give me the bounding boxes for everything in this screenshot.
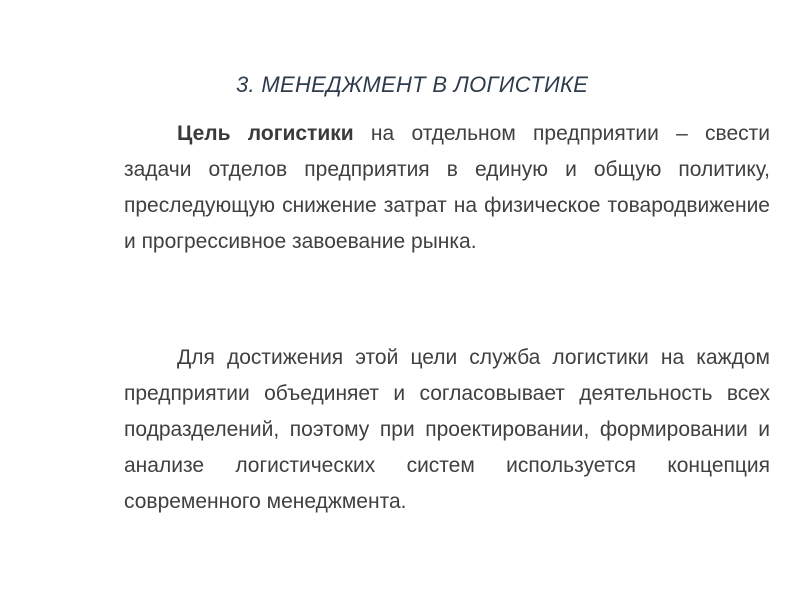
paragraph-management-concept: Для достижения этой цели служба логистики на каждом предприятии объединяет и согласовывает деятельность всех подразделений, поэтому при проектировании, формировании и анализе логистических систем используется концепция современного менеджмента. [124, 346, 770, 513]
paragraph-goal [124, 116, 770, 260]
goal-text: на отдельном предприятии – свести задачи отделов предприятия в единую и общую политику, преследующую снижение затрат на физическое товародвижение и прогрессивное завоевание рынка. [124, 122, 770, 253]
slide-title: 3. МЕНЕДЖМЕНТ В ЛОГИСТИКЕ [236, 72, 589, 97]
goal-lead-term: Цель логистики [177, 122, 354, 145]
